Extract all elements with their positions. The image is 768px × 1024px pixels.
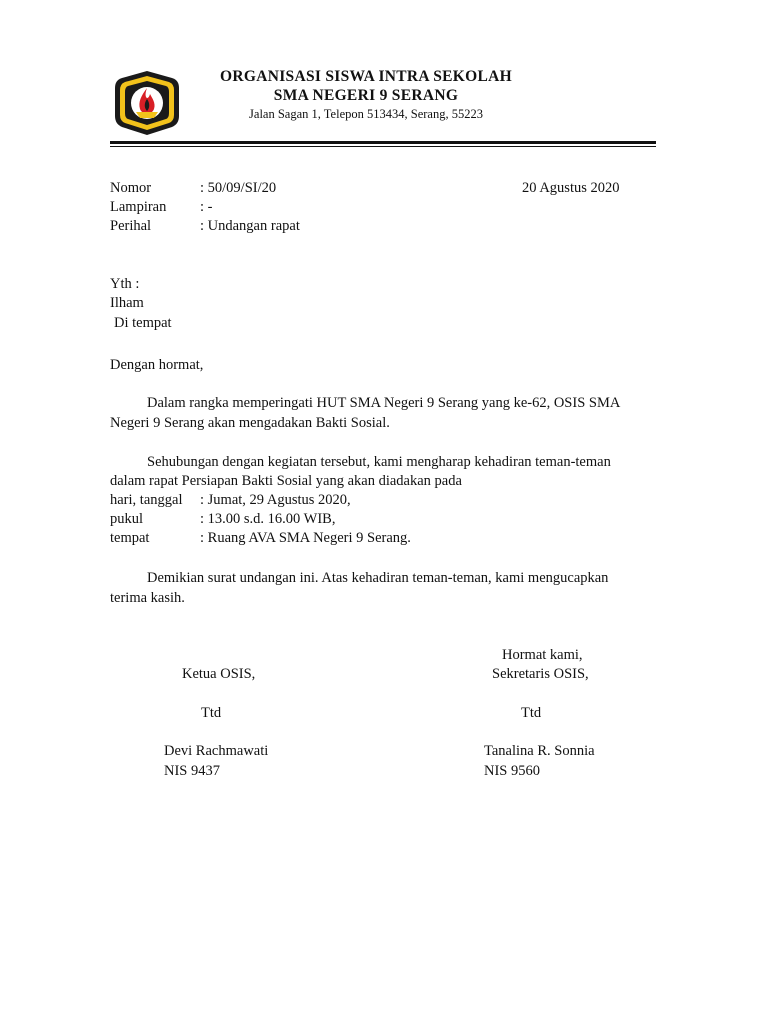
para2-line1: Sehubungan dengan kegiatan tersebut, kami mengharap kehadiran teman-teman: [147, 454, 611, 470]
right-signer-name: Tanalina R. Sonnia: [484, 743, 595, 759]
recipient-place: Di tempat: [114, 315, 172, 331]
detail-value-date: : Jumat, 29 Agustus 2020,: [200, 492, 351, 508]
closing-line1: Demikian surat undangan ini. Atas kehadiran teman-teman, kami mengucapkan: [147, 570, 609, 586]
detail-label-place: tempat: [110, 530, 150, 546]
right-signer-title: Sekretaris OSIS,: [492, 666, 589, 682]
letter-date: 20 Agustus 2020: [522, 180, 620, 196]
header-divider-thin: [110, 146, 656, 147]
closing-line2: terima kasih.: [110, 590, 185, 606]
detail-label-date: hari, tanggal: [110, 492, 183, 508]
para2-line2: dalam rapat Persiapan Bakti Sosial yang akan diadakan pada: [110, 473, 462, 489]
perihal-label: Perihal: [110, 218, 152, 234]
lampiran-label: Lampiran: [110, 199, 167, 215]
lampiran-value: : -: [200, 199, 213, 215]
regards: Hormat kami,: [502, 647, 583, 663]
para1-line1: Dalam rangka memperingati HUT SMA Negeri 9 Serang yang ke-62, OSIS SMA: [147, 395, 621, 411]
detail-value-place: : Ruang AVA SMA Negeri 9 Serang.: [200, 530, 411, 546]
detail-label-time: pukul: [110, 511, 144, 527]
nomor-label: Nomor: [110, 180, 152, 196]
left-signer-name: Devi Rachmawati: [164, 743, 269, 759]
detail-value-time: : 13.00 s.d. 16.00 WIB,: [200, 511, 336, 527]
header-divider-thick: [110, 141, 656, 144]
school-name: SMA NEGERI 9 SERANG: [273, 87, 459, 104]
recipient-name: Ilham: [110, 295, 144, 311]
recipient-yth: Yth :: [110, 276, 140, 292]
right-signer-id: NIS 9560: [484, 763, 540, 779]
nomor-value: : 50/09/SI/20: [200, 180, 277, 196]
school-address: Jalan Sagan 1, Telepon 513434, Serang, 55223: [249, 107, 483, 121]
left-signature: Ttd: [201, 705, 222, 721]
greeting: Dengan hormat,: [110, 357, 204, 373]
right-signature: Ttd: [521, 705, 542, 721]
perihal-value: : Undangan rapat: [200, 218, 300, 234]
para1-line2: Negeri 9 Serang akan mengadakan Bakti Sosial.: [110, 415, 390, 431]
left-signer-id: NIS 9437: [164, 763, 220, 779]
left-signer-title: Ketua OSIS,: [182, 666, 256, 682]
org-name: ORGANISASI SISWA INTRA SEKOLAH: [220, 68, 512, 85]
